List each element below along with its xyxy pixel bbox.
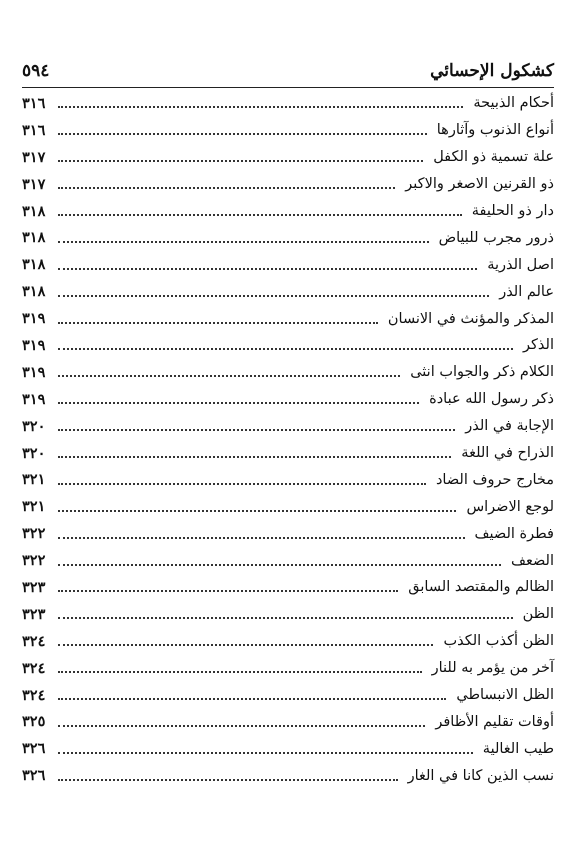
toc-entry-page: ٣٢٤ <box>22 686 46 704</box>
toc-entry-title: الإجابة في الذر <box>465 418 554 435</box>
running-header <box>22 60 554 86</box>
dot-leader <box>58 160 423 162</box>
dot-leader <box>58 133 427 135</box>
toc-entry-page: ٣٢١ <box>22 498 46 516</box>
toc-entry <box>22 305 554 332</box>
toc-entry <box>22 198 554 225</box>
toc-entry-title: دار ذو الحليفة <box>471 203 554 219</box>
dot-leader <box>58 564 501 566</box>
dot-leader <box>58 617 513 619</box>
toc-entry-page: ٣١٩ <box>22 336 46 354</box>
toc-entry <box>22 574 554 601</box>
toc-entry-title: أنواع الذنوب وآثارها <box>436 122 554 139</box>
toc-entry-page: ٣١٧ <box>22 175 46 193</box>
toc-entry-page: ٣٢٠ <box>22 444 46 462</box>
dot-leader <box>58 295 489 297</box>
toc-entry-title: الذراح في اللغة <box>461 445 554 462</box>
toc-entry <box>22 762 554 789</box>
toc-entry <box>22 224 554 251</box>
toc-entry <box>22 682 554 709</box>
toc-entry-page: ٣٢٢ <box>22 552 46 570</box>
dot-leader <box>58 590 398 592</box>
toc-entry-page: ٣٢١ <box>22 471 46 489</box>
toc-entry-title: نسب الذين كانا في الغار <box>407 767 554 784</box>
dot-leader <box>58 375 400 377</box>
toc-entry-page: ٣١٨ <box>22 283 46 301</box>
toc-entry <box>22 735 554 762</box>
toc-entry-page: ٣١٩ <box>22 310 46 328</box>
toc-entry-page: ٣١٩ <box>22 390 46 408</box>
toc-entry-title: الظن أكذب الكذب <box>443 633 554 650</box>
dot-leader <box>58 214 462 216</box>
dot-leader <box>58 752 473 754</box>
toc-entry-page: ٣١٦ <box>22 121 46 139</box>
toc-entry-title: ذرور مجرب للبياض <box>438 229 554 246</box>
dot-leader <box>58 779 398 781</box>
toc-entry-title: الكلام ذكر والجواب انثى <box>410 364 554 381</box>
dot-leader <box>58 106 463 108</box>
dot-leader <box>58 510 456 512</box>
dot-leader <box>58 483 426 485</box>
toc-entry-title: أحكام الذبيحة <box>473 95 554 112</box>
toc-entry <box>22 117 554 144</box>
toc-entry-title: اصل الذرية <box>487 256 554 273</box>
toc-entry-title: أوقات تقليم الأظافر <box>435 713 554 730</box>
toc-entry-title: الظن <box>522 606 554 623</box>
header-divider <box>22 87 554 88</box>
dot-leader <box>58 187 395 189</box>
dot-leader <box>58 671 422 673</box>
toc-entry-page: ٣٢٤ <box>22 659 46 677</box>
toc-entry <box>22 386 554 413</box>
toc-entry <box>22 251 554 278</box>
dot-leader <box>58 322 378 324</box>
toc-entry <box>22 359 554 386</box>
toc-entry-page: ٣٢٣ <box>22 578 46 596</box>
toc-entry <box>22 520 554 547</box>
toc-entry <box>22 708 554 735</box>
toc-entry-page: ٣٢٥ <box>22 713 46 731</box>
toc-entry <box>22 171 554 198</box>
toc-entry-page: ٣٢٢ <box>22 525 46 543</box>
dot-leader <box>58 348 513 350</box>
toc-entry <box>22 144 554 171</box>
toc-entry <box>22 493 554 520</box>
toc-entry-title: آخر من يؤمر به للنار <box>431 660 554 677</box>
toc-entry-title: طيب الغالية <box>482 740 554 757</box>
toc-entry-title: الضعف <box>510 552 554 569</box>
dot-leader <box>58 698 446 700</box>
toc-entry <box>22 601 554 628</box>
toc-entry-title: الظل الانبساطي <box>456 687 554 704</box>
toc-entry-title: علة تسمية ذو الكفل <box>433 149 554 166</box>
toc-entry-title: مخارج حروف الضاد <box>435 471 554 488</box>
toc-entry-page: ٣٢٠ <box>22 417 46 435</box>
toc-entry <box>22 90 554 117</box>
dot-leader <box>58 268 477 270</box>
toc-entry-title: ذكر رسول الله عبادة <box>429 391 554 408</box>
toc-entry <box>22 440 554 467</box>
toc-entry-page: ٣٢٦ <box>22 767 46 785</box>
toc-entry-page: ٣٢٤ <box>22 632 46 650</box>
toc-entry <box>22 466 554 493</box>
toc-entry-page: ٣٢٦ <box>22 740 46 758</box>
dot-leader <box>58 644 433 646</box>
toc-entry-title: المذكر والمؤنث في الانسان <box>387 310 554 327</box>
toc-entry-page: ٣١٨ <box>22 229 46 247</box>
toc-entry <box>22 655 554 682</box>
toc-entry <box>22 547 554 574</box>
toc-entry-page: ٣١٨ <box>22 202 46 220</box>
toc-entry-title: فطرة الضيف <box>474 525 554 542</box>
dot-leader <box>58 402 419 404</box>
running-title: كشكول الإحسائي <box>430 61 554 81</box>
dot-leader <box>58 429 455 431</box>
toc-entry-title: ذو القرنين الاصغر والاكبر <box>405 176 554 193</box>
toc-entry-title: الذكر <box>523 337 554 354</box>
dot-leader <box>58 537 465 539</box>
toc-entry-page: ٣١٦ <box>22 94 46 112</box>
toc-entry <box>22 628 554 655</box>
toc-entry-page: ٣١٨ <box>22 256 46 274</box>
toc-entry-page: ٣٢٣ <box>22 605 46 623</box>
toc-entry <box>22 332 554 359</box>
toc-entry-title: الظالم والمقتصد السابق <box>408 579 554 596</box>
toc-entry-page: ٣١٩ <box>22 363 46 381</box>
dot-leader <box>58 725 425 727</box>
page-number: ٥٩٤ <box>22 61 50 81</box>
dot-leader <box>58 456 451 458</box>
toc-entry <box>22 413 554 440</box>
toc-entry-page: ٣١٧ <box>22 148 46 166</box>
table-of-contents <box>22 90 554 789</box>
toc-entry-title: عالم الذر <box>499 283 554 300</box>
toc-entry <box>22 278 554 305</box>
dot-leader <box>58 241 429 243</box>
toc-entry-title: لوجع الاضراس <box>466 498 554 515</box>
